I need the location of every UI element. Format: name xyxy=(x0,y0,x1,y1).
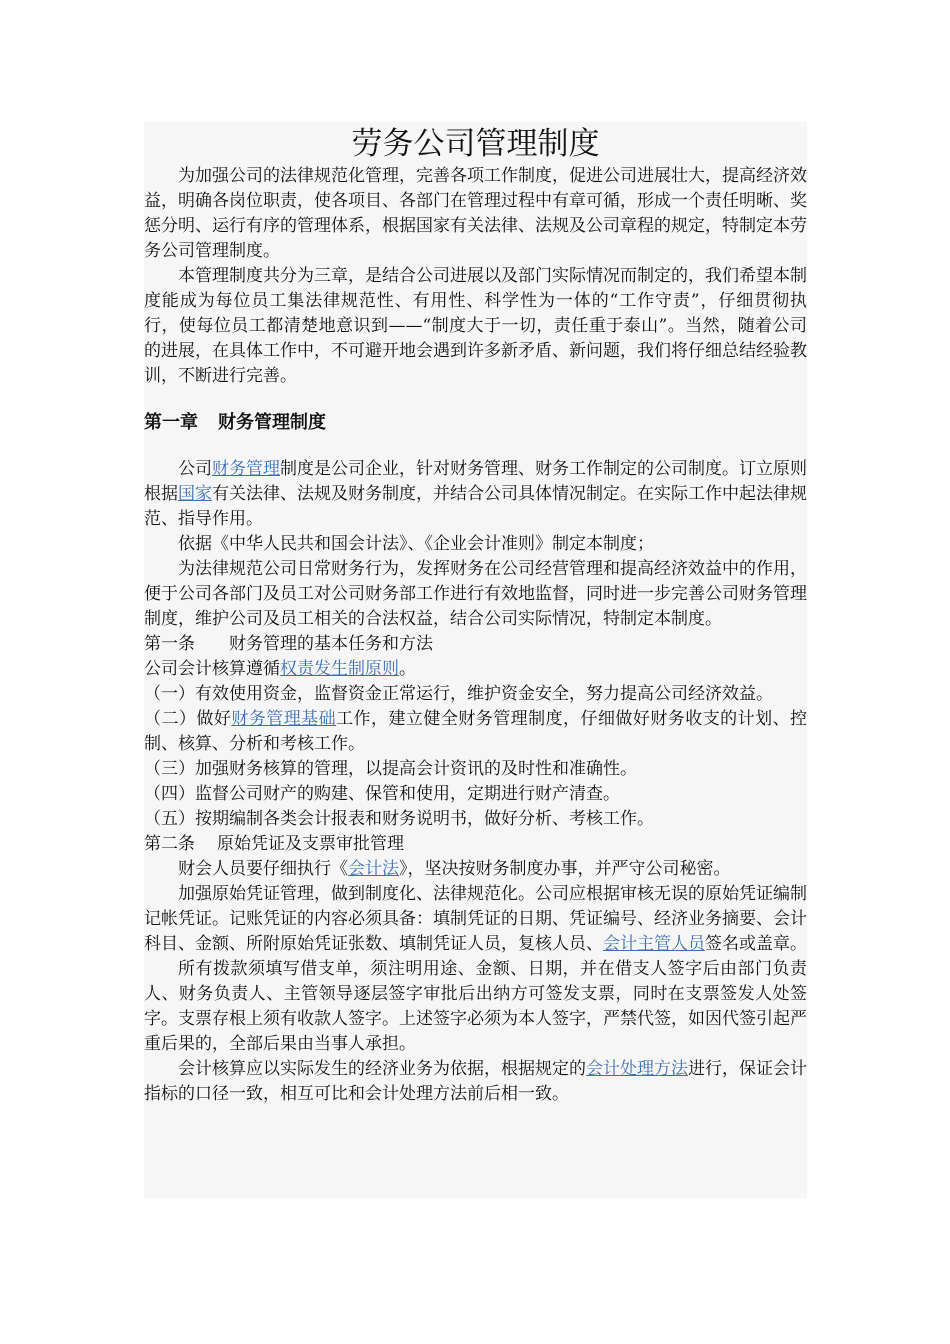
article-1-item-4: （四）监督公司财产的购建、保管和使用，定期进行财产清查。 xyxy=(144,784,620,804)
text-run: 公司 xyxy=(178,459,212,479)
article-1-item-3: （三）加强财务核算的管理，以提高会计资讯的及时性和准确性。 xyxy=(144,759,637,779)
intro-paragraph-1: 为加强公司的法律规范化管理，完善各项工作制度，促进公司进展壮大，提高经济效益，明确各岗位职责，使各项目、各部门在管理过程中有章可循，形成一个责任明晰、奖惩分明、运行有序的管理体系，根据国家有关法律、法规及公司章程的规定，特制定本劳务公司管理制度。 xyxy=(144,166,807,261)
article-1-item-5: （五）按期编制各类会计报表和财务说明书，做好分析、考核工作。 xyxy=(144,809,654,829)
article-title: 原始凭证及支票审批管理 xyxy=(217,834,404,854)
link-accounting-supervisor[interactable]: 会计主管人员 xyxy=(603,934,705,954)
text-run: 。 xyxy=(399,659,416,679)
link-accounting-method[interactable]: 会计处理方法 xyxy=(586,1059,688,1079)
chapter-title: 财务管理制度 xyxy=(218,412,326,433)
link-financial-management[interactable]: 财务管理 xyxy=(212,459,280,479)
chapter-heading xyxy=(144,409,807,437)
text-run: 财会人员要仔细执行《 xyxy=(178,859,348,879)
article-2-paragraph-2 xyxy=(144,882,807,957)
article-2-heading xyxy=(144,832,807,857)
chapter-paragraph-2: 依据《中华人民共和国会计法》、《企业会计准则》制定本制度； xyxy=(178,534,654,554)
chapter-label: 第一章 xyxy=(144,412,198,433)
text-run: 加强原始凭证管理，做到制度化、法律规范化。公司应根据审核无误的原始凭证编制记帐凭证。记账凭证的内容必须具备：填制凭证的日期、凭证编号、经济业务摘要、会计科目、金额、所附原始凭证张数、填制凭证人员，复核人员、 xyxy=(144,884,807,954)
text-run: 制度是公司企业，针对财务管理、财务工作制定的公司制度。订立原则根据 xyxy=(144,459,807,504)
text-run: 会计核算应以实际发生的经济业务为依据，根据规定的 xyxy=(178,1059,586,1079)
link-country[interactable]: 国家 xyxy=(178,484,212,504)
article-1-item-1: （一）有效使用资金，监督资金正常运行，维护资金安全，努力提高公司经济效益。 xyxy=(144,684,773,704)
chapter-paragraph-1 xyxy=(144,457,807,532)
article-1-item-2 xyxy=(144,707,807,757)
document-title: 劳务公司管理制度 xyxy=(351,126,600,162)
link-accounting-law[interactable]: 会计法 xyxy=(348,859,399,879)
article-2-paragraph-4 xyxy=(144,1057,807,1107)
text-run: 》，坚决按财务制度办事，并严守公司秘密。 xyxy=(399,859,731,879)
text-run: （二）做好 xyxy=(144,709,232,729)
document-page xyxy=(144,122,807,1198)
text-run: 工作，建立健全财务管理制度，仔细做好财务收支的计划、控制、核算、分析和考核工作。 xyxy=(144,709,807,754)
article-1-heading xyxy=(144,632,807,657)
text-run: 有关法律、法规及财务制度，并结合公司具体情况制定。在实际工作中起法律规范、指导作用。 xyxy=(144,484,807,529)
article-label: 第一条 xyxy=(144,634,195,654)
link-financial-basics[interactable]: 财务管理基础 xyxy=(231,709,337,729)
article-title: 财务管理的基本任务和方法 xyxy=(229,634,433,654)
article-2-paragraph-1 xyxy=(144,857,807,882)
text-run: 公司会计核算遵循 xyxy=(144,659,280,679)
text-run: 签名或盖章。 xyxy=(705,934,807,954)
intro-paragraph-2: 本管理制度共分为三章，是结合公司进展以及部门实际情况而制定的，我们希望本制度能成为每位员工集法律规范性、有用性、科学性为一体的“工作守责”，仔细贯彻执行，使每位员工都清楚地意识到——“制度大于一切，责任重于泰山”。当然，随着公司的进展，在具体工作中，不可避开地会遇到许多新矛盾、新问题，我们将仔细总结经验教训，不断进行完善。 xyxy=(144,266,807,386)
link-accrual-principle[interactable]: 权责发生制原则 xyxy=(280,659,399,679)
article-1-intro xyxy=(144,657,807,682)
article-2-paragraph-3: 所有拨款须填写借支单，须注明用途、金额、日期，并在借支人签字后由部门负责人、财务负责人、主管领导逐层签字审批后出纳方可签发支票，同时在支票签发人处签字。支票存根上须有收款人签字。上述签字必须为本人签字，严禁代签，如因代签引起严重后果的，全部后果由当事人承担。 xyxy=(144,959,807,1054)
article-label: 第二条 xyxy=(144,834,195,854)
chapter-paragraph-3: 为法律规范公司日常财务行为，发挥财务在公司经营管理和提高经济效益中的作用，便于公司各部门及员工对公司财务部工作进行有效地监督，同时进一步完善公司财务管理制度，维护公司及员工相关的合法权益，结合公司实际情况，特制定本制度。 xyxy=(144,559,807,629)
text-run: 进行，保证会计指标的口径一致，相互可比和会计处理方法前后相一致。 xyxy=(144,1059,807,1104)
